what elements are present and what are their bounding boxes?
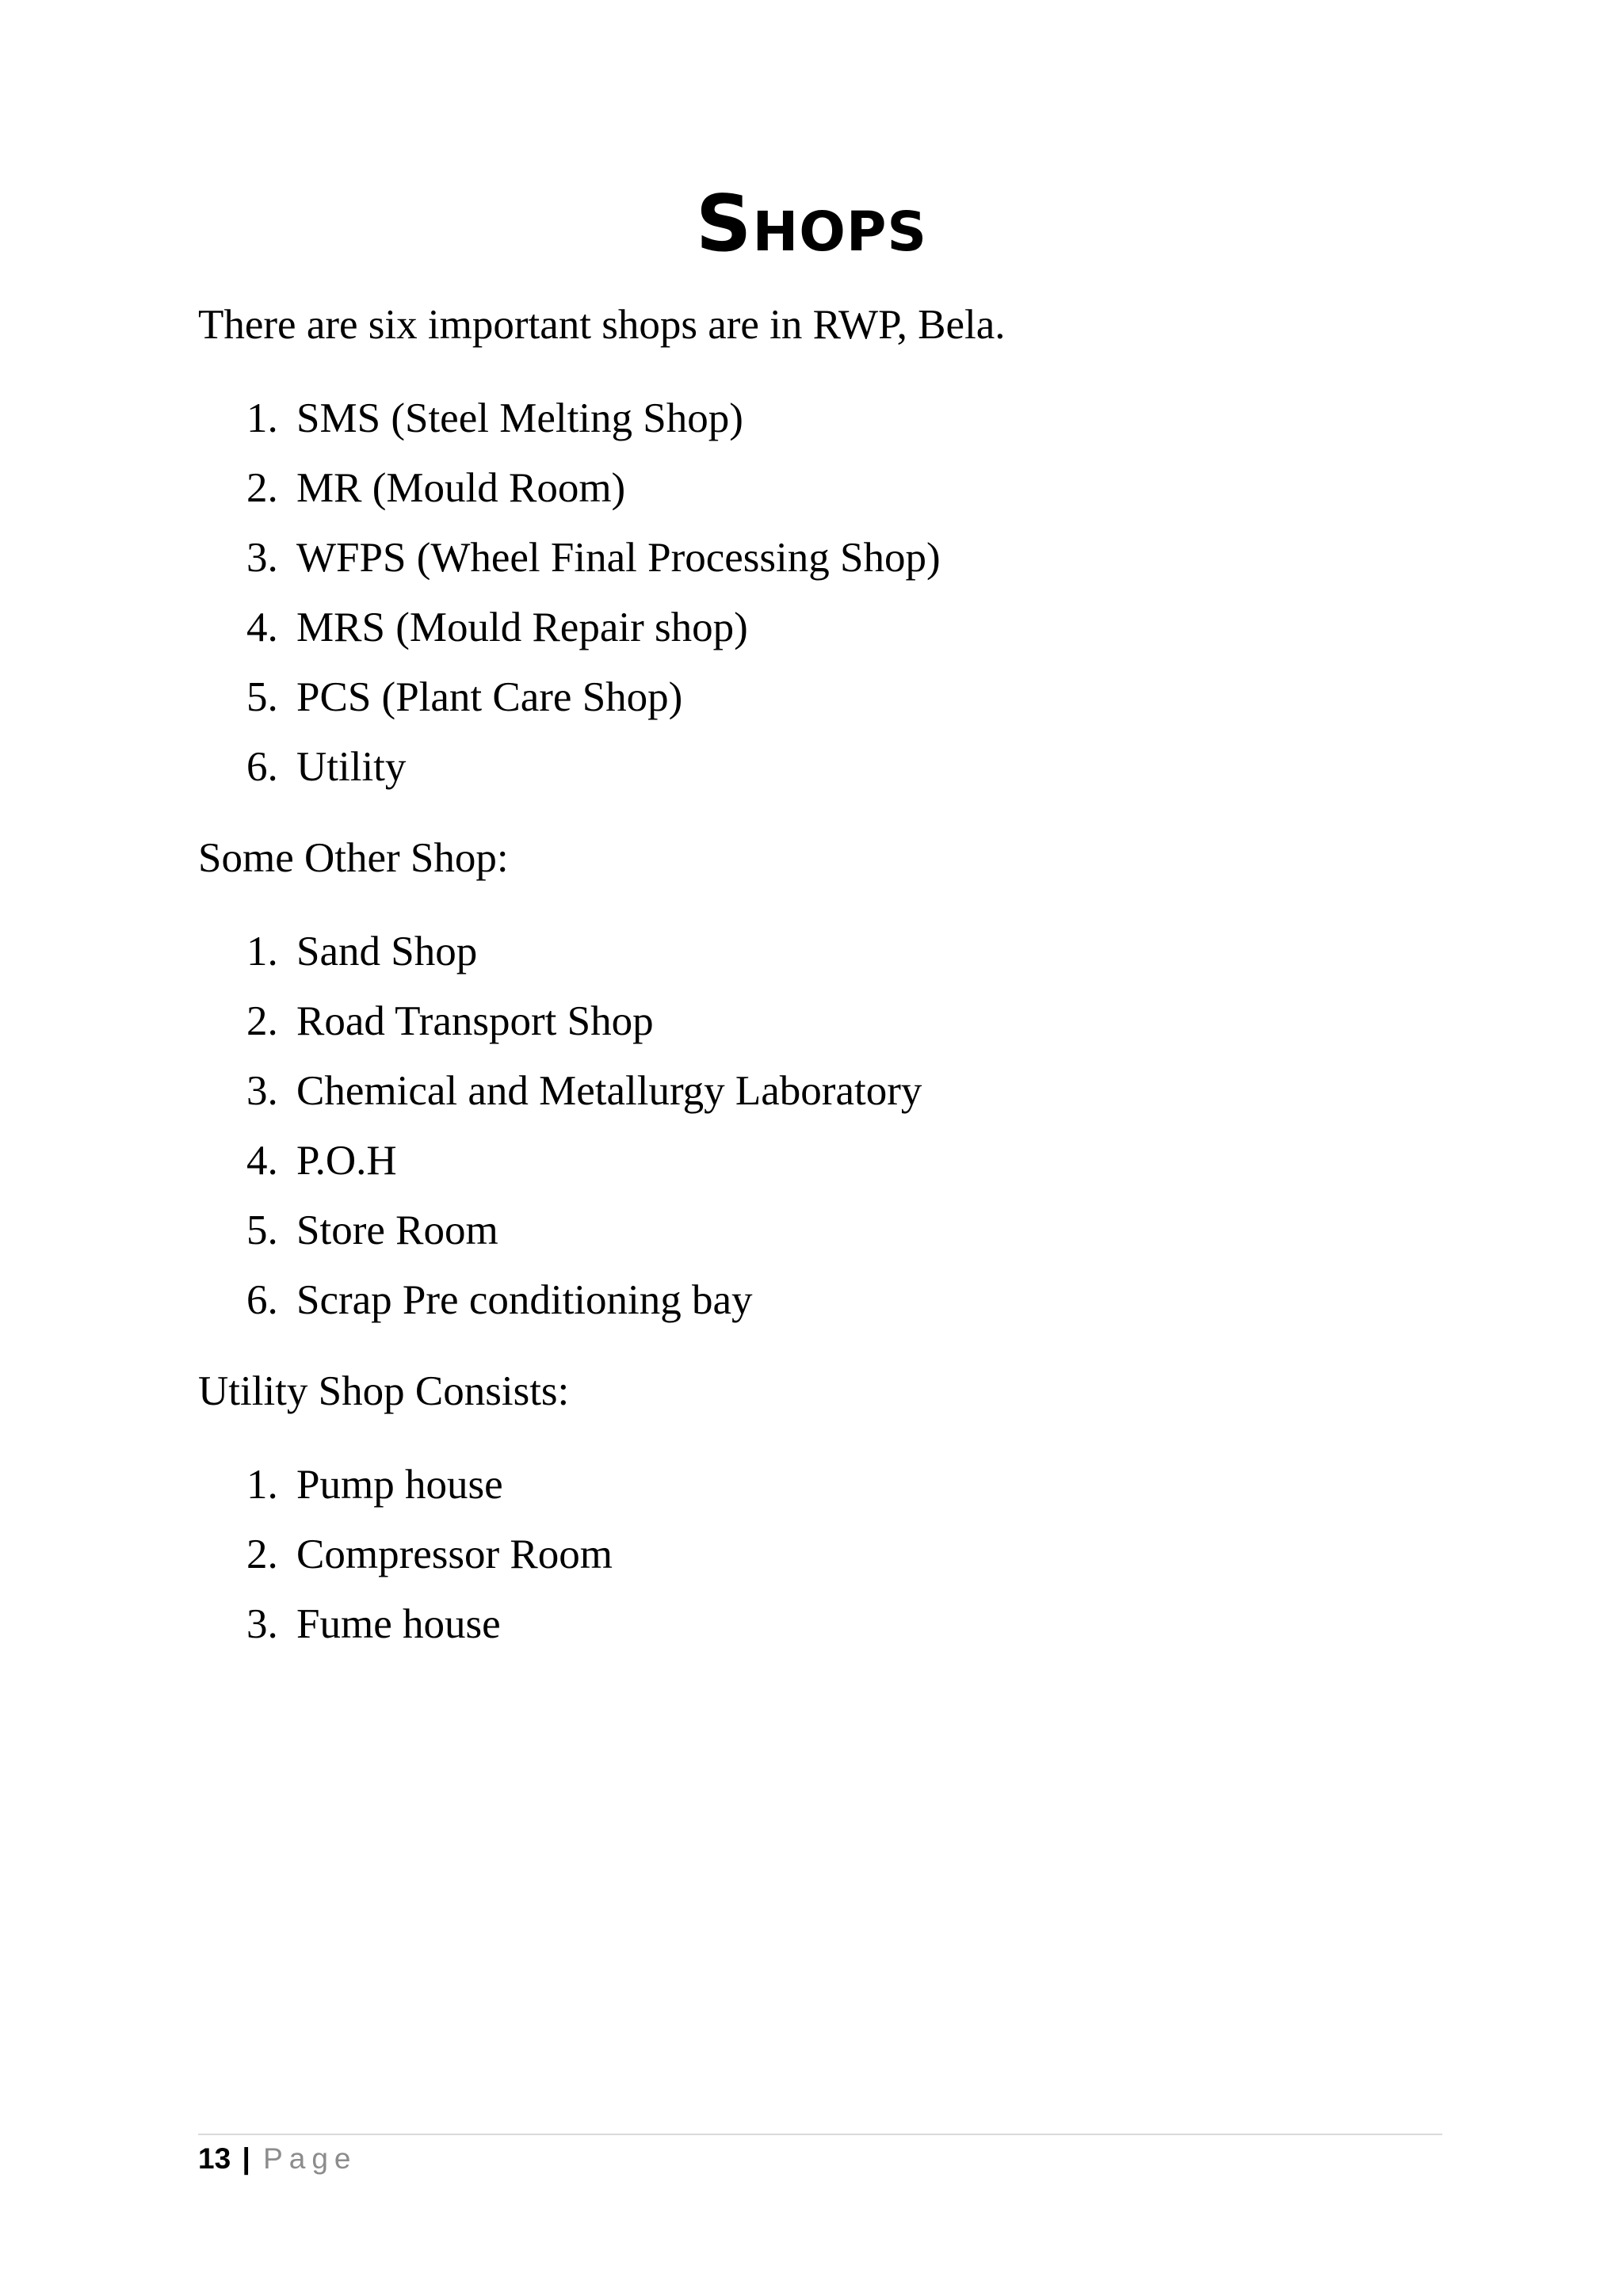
list-number: 1. xyxy=(246,395,278,441)
list-item xyxy=(198,1530,613,1600)
list-item xyxy=(198,1066,922,1136)
intro-paragraph: There are six important shops are in RWP, Bela. xyxy=(198,302,1006,348)
list-number: 5. xyxy=(246,1207,278,1253)
list-number: 1. xyxy=(246,1462,278,1508)
list-item xyxy=(198,673,941,742)
list-item-text: PCS (Plant Care Shop) xyxy=(296,674,683,720)
list-item xyxy=(198,1460,613,1530)
list-number: 4. xyxy=(246,1138,278,1184)
main-shops-list xyxy=(198,394,941,812)
list-item-text: Utility xyxy=(296,744,407,790)
list-item-text: Chemical and Metallurgy Laboratory xyxy=(296,1068,922,1114)
page-footer xyxy=(198,2139,357,2179)
list-item xyxy=(198,463,941,533)
utility-items-list xyxy=(198,1460,613,1669)
list-item xyxy=(198,1276,922,1345)
list-item-text: MR (Mould Room) xyxy=(296,465,626,511)
list-item xyxy=(198,603,941,673)
list-item-text: Pump house xyxy=(296,1462,503,1508)
list-item xyxy=(198,1600,613,1669)
other-shops-list xyxy=(198,927,922,1345)
list-item-text: P.O.H xyxy=(296,1138,397,1184)
page-title: Shops xyxy=(695,179,928,269)
list-number: 4. xyxy=(246,605,278,650)
list-item xyxy=(198,927,922,997)
list-item xyxy=(198,533,941,603)
list-item-text: SMS (Steel Melting Shop) xyxy=(296,395,743,441)
list-item-text: Store Room xyxy=(296,1207,498,1253)
list-number: 3. xyxy=(246,535,278,581)
list-item-text: Road Transport Shop xyxy=(296,998,654,1044)
utility-shop-heading: Utility Shop Consists: xyxy=(198,1368,570,1414)
list-item xyxy=(198,394,941,463)
list-number: 2. xyxy=(246,465,278,511)
page-label: Page xyxy=(263,2142,357,2175)
list-item-text: Compressor Room xyxy=(296,1531,613,1577)
list-number: 1. xyxy=(246,929,278,974)
page-number: 13 xyxy=(198,2142,231,2175)
list-item-text: WFPS (Wheel Final Processing Shop) xyxy=(296,535,941,581)
list-number: 5. xyxy=(246,674,278,720)
list-number: 2. xyxy=(246,1531,278,1577)
list-item-text: Fume house xyxy=(296,1601,501,1647)
list-number: 3. xyxy=(246,1601,278,1647)
footer-separator: | xyxy=(242,2142,250,2175)
list-item-text: Scrap Pre conditioning bay xyxy=(296,1277,753,1323)
list-item xyxy=(198,1206,922,1276)
other-shops-heading: Some Other Shop: xyxy=(198,835,509,881)
list-item xyxy=(198,997,922,1066)
footer-divider xyxy=(198,2134,1442,2135)
list-item-text: Sand Shop xyxy=(296,929,478,974)
list-number: 6. xyxy=(246,1277,278,1323)
list-number: 6. xyxy=(246,744,278,790)
list-item-text: MRS (Mould Repair shop) xyxy=(296,605,748,650)
list-number: 2. xyxy=(246,998,278,1044)
list-item xyxy=(198,742,941,812)
list-item xyxy=(198,1136,922,1206)
list-number: 3. xyxy=(246,1068,278,1114)
